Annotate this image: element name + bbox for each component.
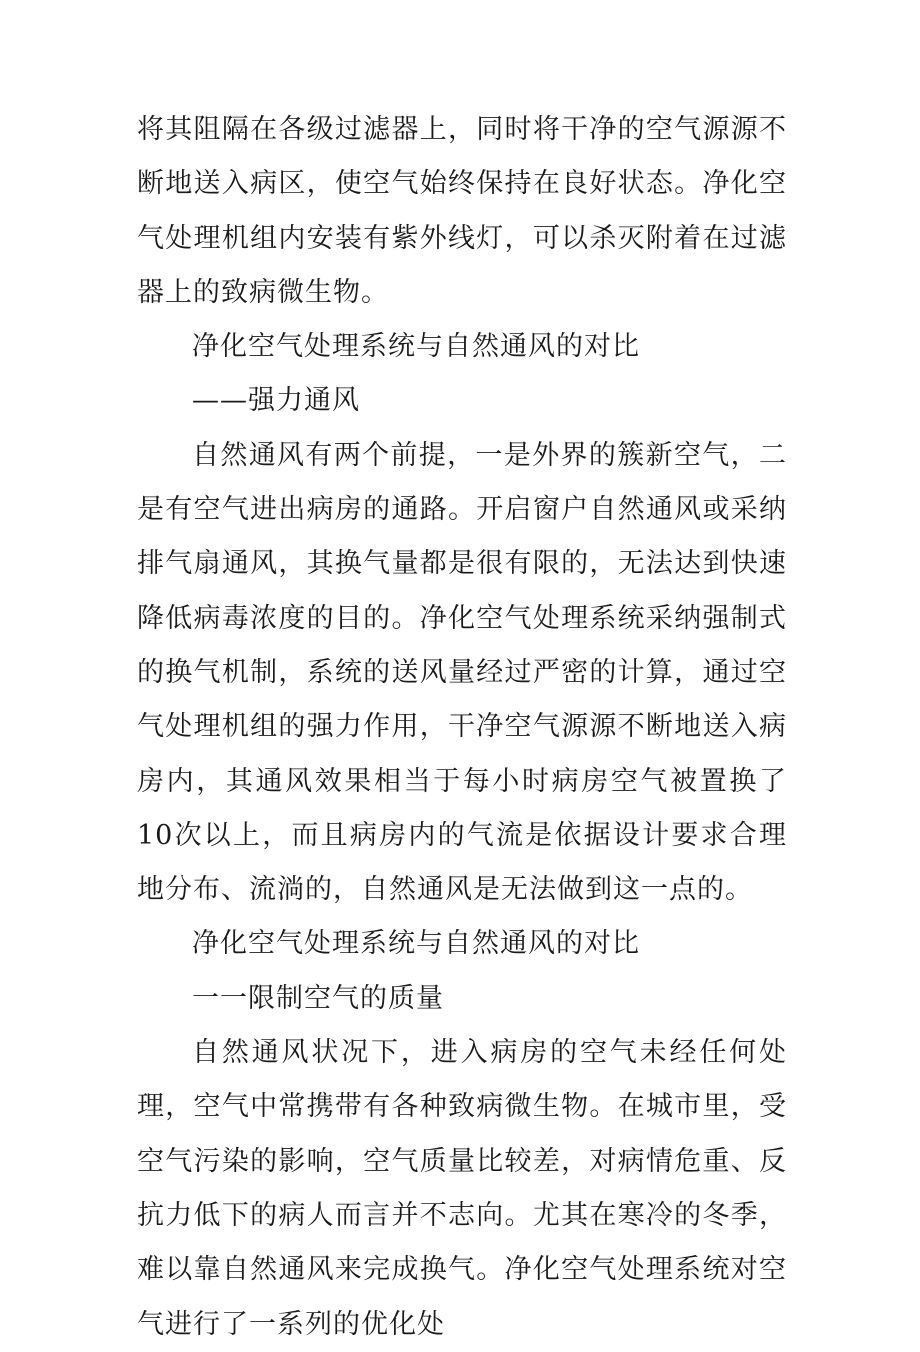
paragraph-air-quality: 自然通风状况下，进入病房的空气未经任何处理，空气中常携带有各种致病微生物。在城市里，受空气污染的影响，空气质量比较差，对病情危重、反抗力低下的病人而言并不志向。尤其在寒冷的冬季，难以靠自然通风来完成换气。净化空气处理系统对空气进行了一系列的优化处 — [137, 1037, 787, 1340]
section-heading-2: 净化空气处理系统与自然通风的对比 — [192, 928, 640, 960]
section-subheading-1: ——强力通风 — [192, 385, 360, 417]
document-body — [137, 103, 787, 1352]
section-subheading-2: 一一限制空气的质量 — [192, 982, 444, 1014]
paragraph-filter-continuation: 将其阻隔在各级过滤器上，同时将干净的空气源源不断地送入病区，使空气始终保持在良好状态。净化空气处理机组内安装有紫外线灯，可以杀灭附着在过滤器上的致病微生物。 — [137, 114, 787, 308]
section-heading-1: 净化空气处理系统与自然通风的对比 — [192, 331, 640, 363]
paragraph-ventilation: 自然通风有两个前提，一是外界的簇新空气，二是有空气进出病房的通路。开启窗户自然通风或采纳排气扇通风，其换气量都是很有限的，无法达到快速降低病毒浓度的目的。净化空气处理系统采纳强制式的换气机制，系统的送风量经过严密的计算，通过空气处理机组的强力作用，干净空气源源不断地送入病房内，其通风效果相当于每小时病房空气被置换了10次以上，而且病房内的气流是依据设计要求合理地分布、流淌的，自然通风是无法做到这一点的。 — [137, 439, 787, 906]
